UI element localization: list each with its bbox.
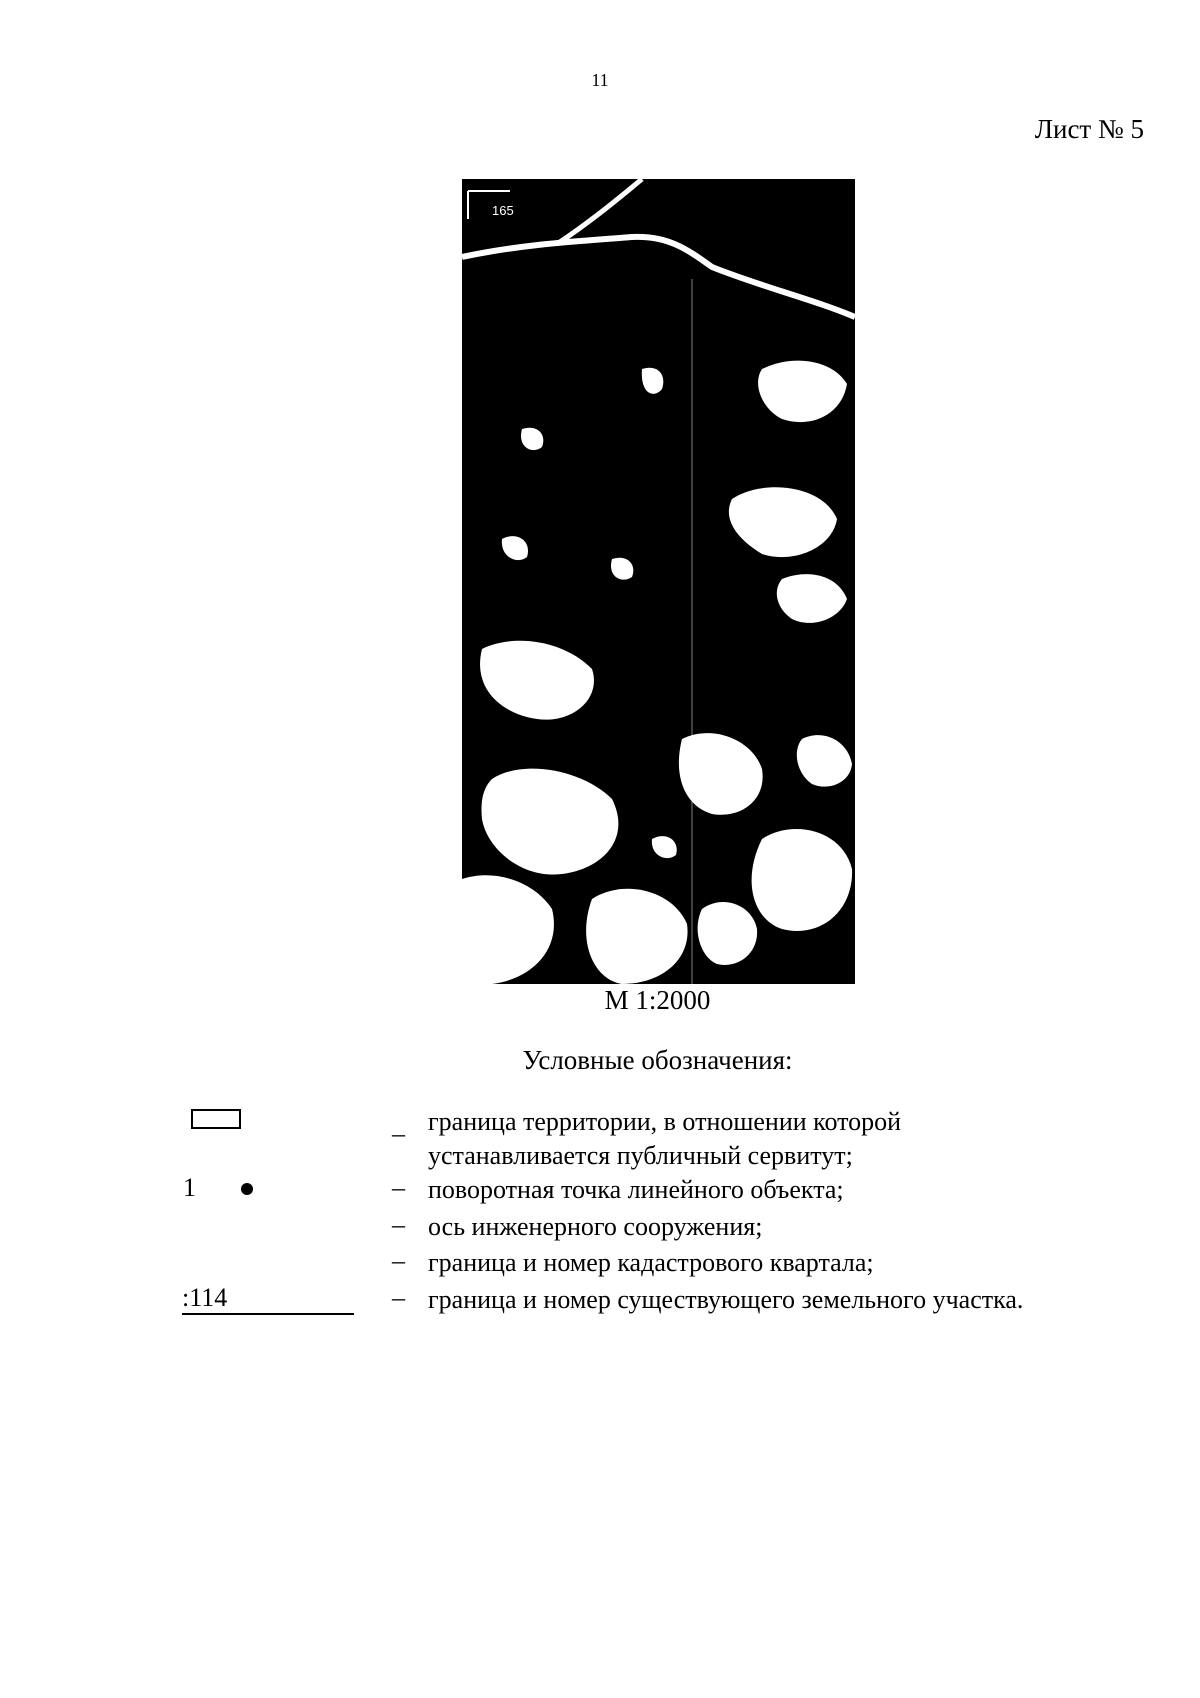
parcel-number-label: :114 <box>182 1283 354 1315</box>
rectangle-outline-icon <box>191 1109 241 1129</box>
legend-text-line1: граница и номер кадастрового квартала; <box>428 1248 874 1277</box>
legend-text-line1: поворотная точка линейного объекта; <box>428 1175 844 1204</box>
legend-title: Условные обозначения: <box>522 1045 793 1075</box>
point-dot-icon <box>241 1183 253 1195</box>
legend-dash: – <box>392 1283 405 1312</box>
legend-text-line1: ось инженерного сооружения; <box>428 1212 763 1241</box>
legend-dash: – <box>392 1246 405 1275</box>
map-scale: М 1:2000 <box>604 985 711 1015</box>
legend-dash: – <box>392 1119 405 1148</box>
point-number-label: 1 <box>183 1173 196 1202</box>
map-corner-label: 165 <box>492 203 514 218</box>
sheet-label: Лист № 5 <box>1034 114 1144 144</box>
map-svg <box>462 179 855 984</box>
legend-text-line1: граница территории, в отношении которой <box>428 1107 902 1136</box>
page-number: 11 <box>591 70 609 90</box>
legend-dash: – <box>392 1173 405 1202</box>
legend-dash: – <box>392 1210 405 1239</box>
satellite-map-image <box>462 179 855 984</box>
legend-text-line2: устанавливается публичный сервитут; <box>428 1141 853 1170</box>
legend-text-line1: граница и номер существующего земельного участка. <box>428 1285 1024 1314</box>
